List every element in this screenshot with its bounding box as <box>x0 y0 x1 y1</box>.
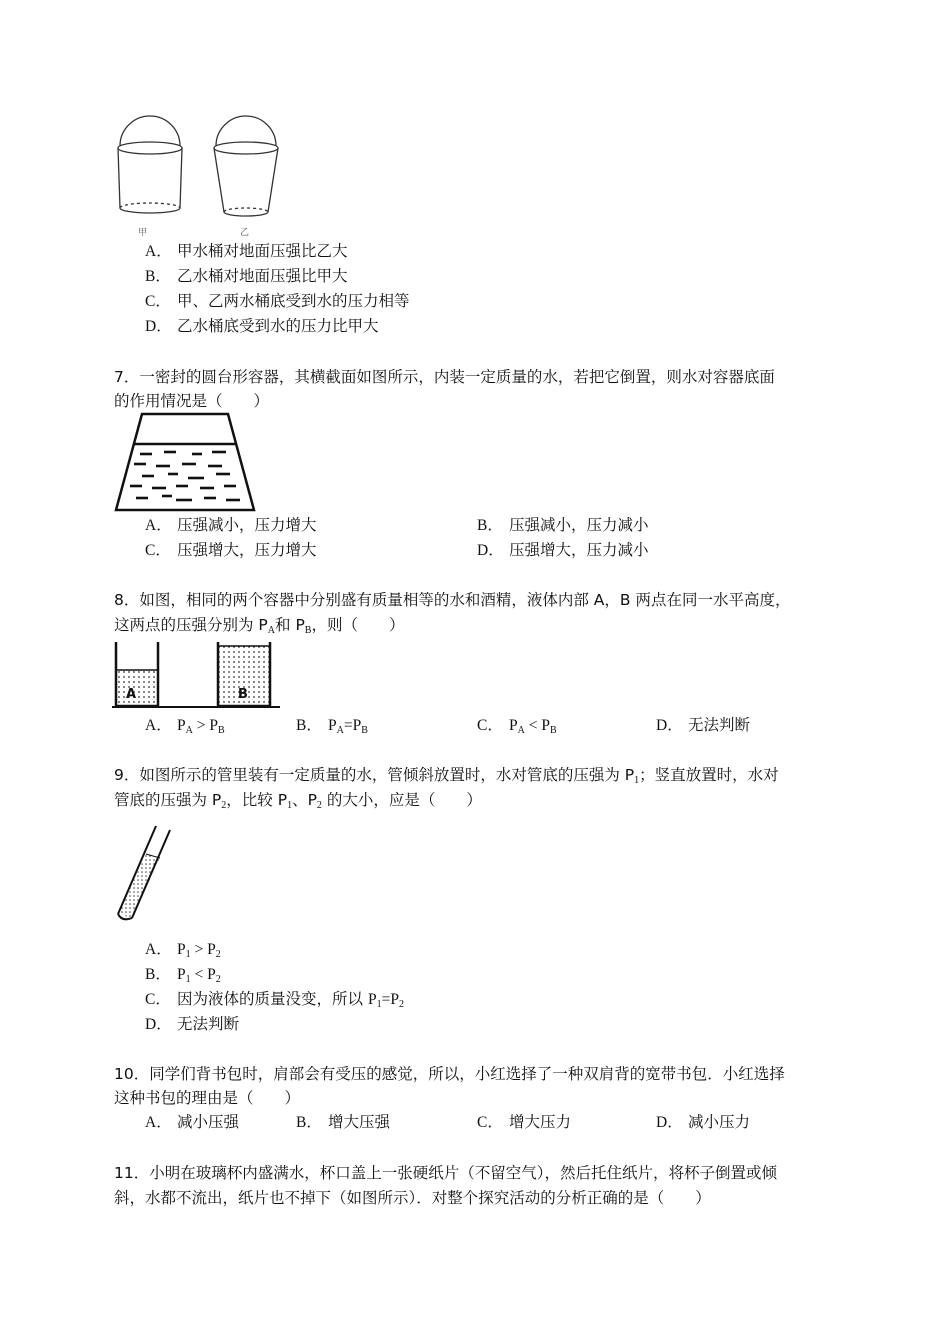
subscript: 1 <box>376 999 382 1010</box>
subscript: B <box>217 725 225 736</box>
option-key: C． <box>145 293 171 310</box>
q9-option-a[interactable] <box>145 938 221 966</box>
q7-option-d[interactable] <box>477 539 649 562</box>
q7-option-a[interactable] <box>145 514 317 537</box>
option-key: B． <box>145 966 171 983</box>
option-text: 压强增大，压力减小 <box>509 541 649 559</box>
option-text: 无法判断 <box>177 1015 240 1033</box>
text-segment: P <box>177 966 186 983</box>
container-a <box>116 642 158 706</box>
subscript: A <box>517 725 525 736</box>
text-segment: 9．如图所示的管里装有一定质量的水，管倾斜放置时，水对管底的压强为 P <box>114 766 635 784</box>
subscript: B <box>549 725 557 736</box>
q8-option-c[interactable] <box>477 714 557 742</box>
q8-option-a[interactable] <box>145 714 225 742</box>
option-text: 无法判断 <box>688 716 751 734</box>
bucket-jia <box>118 116 182 213</box>
text-segment: P <box>390 991 399 1008</box>
option-text: 甲水桶对地面压强比乙大 <box>177 242 348 260</box>
option-text: 压强减小，压力减小 <box>509 516 649 534</box>
q7-stem-line1: 7．一密封的圆台形容器，其横截面如图所示，内装一定质量的水，若把它倒置，则水对容器底面 <box>114 368 775 386</box>
q10-option-a[interactable] <box>145 1111 239 1134</box>
q9-option-b[interactable] <box>145 963 221 991</box>
point-a-label: A <box>126 687 137 702</box>
subscript: 2 <box>316 800 322 811</box>
subscript: 2 <box>215 974 221 985</box>
text-segment: ；竖直放置时，水对 <box>639 766 779 784</box>
option-key: D． <box>145 318 172 335</box>
buckets-figure <box>108 112 288 240</box>
option-key: A． <box>145 717 172 734</box>
q8-option-b[interactable] <box>296 714 368 742</box>
option-text: 减小压力 <box>688 1113 751 1131</box>
text-segment: 管底的压强为 P <box>114 791 222 809</box>
subscript: A <box>336 725 344 736</box>
subscript: B <box>304 625 312 636</box>
water-dashes <box>130 452 240 500</box>
text-segment: P <box>207 941 216 958</box>
option-text: 增大压力 <box>509 1113 572 1131</box>
subscript: A <box>185 725 193 736</box>
option-text: 增大压强 <box>328 1113 391 1131</box>
q7-option-c[interactable] <box>145 539 317 562</box>
option-key: C． <box>145 991 171 1008</box>
q10-stem-line1: 10．同学们背书包时，肩部会有受压的感觉，所以，小红选择了一种双肩背的宽带书包．小红选择 <box>114 1065 785 1083</box>
option-key: C． <box>477 717 503 734</box>
option-text: 压强增大，压力增大 <box>177 541 317 559</box>
option-key: A． <box>145 517 172 534</box>
text-segment: > <box>192 717 210 734</box>
text-segment: P <box>177 941 186 958</box>
q6-option-b[interactable] <box>145 265 348 288</box>
q6-option-a[interactable] <box>145 240 348 263</box>
option-key: C． <box>477 1114 503 1131</box>
option-text: 减小压强 <box>177 1113 240 1131</box>
point-b-label: B <box>238 687 248 702</box>
q6-option-c[interactable] <box>145 290 410 313</box>
text-segment: > <box>190 941 208 958</box>
option-key: D． <box>656 1114 683 1131</box>
text-segment: 的大小，应是（ ） <box>321 791 482 809</box>
subscript: 1 <box>185 974 191 985</box>
text-segment: P <box>207 966 216 983</box>
text-segment: P <box>177 717 186 734</box>
q8-option-d[interactable] <box>656 714 750 737</box>
q8-stem-line2 <box>114 614 404 642</box>
text-segment: < <box>524 717 542 734</box>
bucket-label-yi: 乙 <box>240 228 250 238</box>
option-key: A． <box>145 1114 172 1131</box>
q11-stem-line2: 斜，水都不流出，纸片也不掉下（如图所示）．对整个探究活动的分析正确的是（ ） <box>114 1189 711 1207</box>
option-text: 甲、乙两水桶底受到水的压力相等 <box>177 292 410 310</box>
q9-option-d[interactable] <box>145 1013 239 1036</box>
q10-option-b[interactable] <box>296 1111 390 1134</box>
option-key: B． <box>145 268 171 285</box>
option-text: 因为液体的质量没变，所以 <box>177 990 368 1008</box>
subscript: 1 <box>287 800 293 811</box>
text-segment: < <box>190 966 208 983</box>
text-segment: = <box>381 991 391 1008</box>
q11-stem-line1: 11．小明在玻璃杯内盛满水，杯口盖上一张硬纸片（不留空气），然后托住纸片，将杯子倒置或倾 <box>114 1164 777 1182</box>
text-segment: P <box>541 717 550 734</box>
subscript: 2 <box>221 800 227 811</box>
q8-stem-line1: 8．如图，相同的两个容器中分别盛有质量相等的水和酒精，液体内部 A，B 两点在同一水平高度， <box>114 591 791 609</box>
subscript: B <box>361 725 368 736</box>
option-text: 压强减小，压力增大 <box>177 516 317 534</box>
q10-option-d[interactable] <box>656 1111 750 1134</box>
subscript: A <box>267 625 276 636</box>
bucket-label-jia: 甲 <box>138 228 148 238</box>
text-segment: 和 P <box>275 616 305 634</box>
q9-stem-line1 <box>114 764 779 792</box>
subscript: 2 <box>215 949 221 960</box>
subscript: 1 <box>185 949 191 960</box>
q9-option-c[interactable] <box>145 988 404 1016</box>
option-key: A． <box>145 941 172 958</box>
text-segment: ，则（ ） <box>311 616 405 634</box>
option-key: B． <box>296 717 322 734</box>
frustum-container-figure <box>112 412 258 514</box>
text-segment: 、P <box>292 791 317 809</box>
option-text: 乙水桶对地面压强比甲大 <box>177 267 348 285</box>
option-key: A． <box>145 243 172 260</box>
option-key: D． <box>477 542 504 559</box>
q7-stem-line2: 的作用情况是（ ） <box>114 392 270 410</box>
option-key: C． <box>145 542 171 559</box>
option-text: 乙水桶底受到水的压力比甲大 <box>177 317 379 335</box>
option-key: B． <box>477 517 503 534</box>
option-key: D． <box>656 717 683 734</box>
tilted-tube-figure <box>112 822 184 924</box>
q10-stem-line2: 这种书包的理由是（ ） <box>114 1089 301 1107</box>
q7-option-b[interactable] <box>477 514 649 537</box>
option-key: D． <box>145 1016 172 1033</box>
text-segment: = <box>343 717 353 734</box>
subscript: 2 <box>398 999 404 1010</box>
q9-stem-line2 <box>114 789 482 817</box>
text-segment: ，比较 P <box>226 791 288 809</box>
q10-option-c[interactable] <box>477 1111 571 1134</box>
container-b <box>218 642 270 706</box>
text-segment: 这两点的压强分别为 P <box>114 616 268 634</box>
text-segment: P <box>367 991 377 1008</box>
text-segment: P <box>352 717 362 734</box>
q6-option-d[interactable] <box>145 315 379 338</box>
two-containers-figure <box>112 640 282 710</box>
text-segment: P <box>509 717 518 734</box>
text-segment: P <box>328 717 337 734</box>
bucket-yi <box>214 116 278 216</box>
text-segment: P <box>209 717 218 734</box>
subscript: 1 <box>634 775 640 786</box>
option-key: B． <box>296 1114 322 1131</box>
